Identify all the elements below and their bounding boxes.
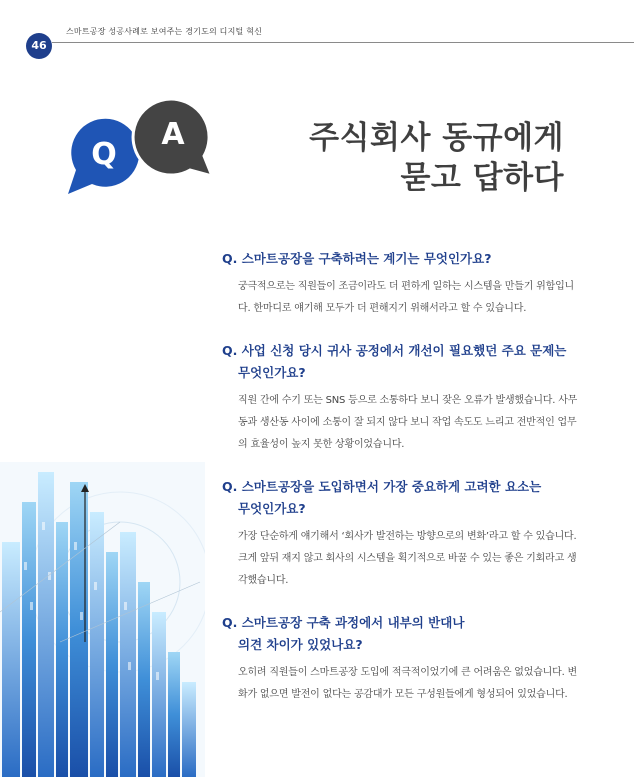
running-header-title: 스마트공장 성공사례로 보여주는 경기도의 디지털 혁신	[66, 27, 263, 36]
question-line: Q. 스마트공장 구축 과정에서 내부의 반대나	[222, 615, 465, 630]
answer: 궁극적으로는 직원들이 조금이라도 더 편하게 일하는 시스템을 만들기 위함입니다. 한마디로 얘기해 모두가 더 편해지기 위해서라고 할 수 있습니다.	[238, 281, 575, 314]
question	[222, 476, 582, 520]
question-line: 의견 차이가 있었나요?	[238, 637, 363, 652]
qa-item	[222, 340, 582, 456]
answer: 오히려 직원들이 스마트공장 도입에 적극적이었기에 큰 어려움은 없었습니다. 변화가 없으면 발전이 없다는 공감대가 모든 구성원들에게 형성되어 있었습니다.	[238, 667, 577, 700]
a-bubble-icon	[133, 99, 212, 176]
question-line: Q. 사업 신청 당시 귀사 공정에서 개선이 필요했던 주요 문제는	[222, 343, 567, 358]
question-line: Q. 스마트공장을 도입하면서 가장 중요하게 고려한 요소는	[222, 479, 542, 494]
question-line: Q. 스마트공장을 구축하려는 계기는 무엇인가요?	[222, 251, 492, 266]
question	[222, 612, 582, 656]
question-line: 무엇인가요?	[238, 501, 306, 516]
question	[222, 248, 582, 270]
qa-item	[222, 476, 582, 592]
q-bubble-icon	[68, 119, 139, 194]
answer: 직원 간에 수기 또는 SNS 등으로 소통하다 보니 잦은 오류가 발생했습니다. 사무동과 생산동 사이에 소통이 잘 되지 않다 보니 작업 속도도 느리고 전반적인 업무의 효율성이 높지 못한 상황이었습니다.	[238, 395, 578, 450]
q-letter: Q	[91, 137, 117, 172]
page-title-line-1: 주식회사 동규에게	[309, 120, 564, 156]
qa-speech-bubbles-icon	[62, 92, 222, 202]
qa-item	[222, 612, 582, 706]
page-title-line-2: 묻고 답하다	[400, 160, 564, 196]
qa-list	[222, 248, 582, 726]
digital-city-illustration	[0, 462, 205, 777]
header-divider	[52, 42, 634, 43]
question	[222, 340, 582, 384]
answer: 가장 단순하게 얘기해서 ‘회사가 발전하는 방향으로의 변화’라고 할 수 있습니다. 크게 앞뒤 재지 않고 회사의 시스템을 획기적으로 바꿀 수 있는 좋은 기회라고 생각했습니다.	[238, 531, 577, 586]
page-number: 46	[26, 33, 52, 59]
qa-item	[222, 248, 582, 320]
a-letter: A	[161, 117, 185, 152]
page-title	[309, 118, 564, 198]
question-line: 무엇인가요?	[238, 365, 306, 380]
